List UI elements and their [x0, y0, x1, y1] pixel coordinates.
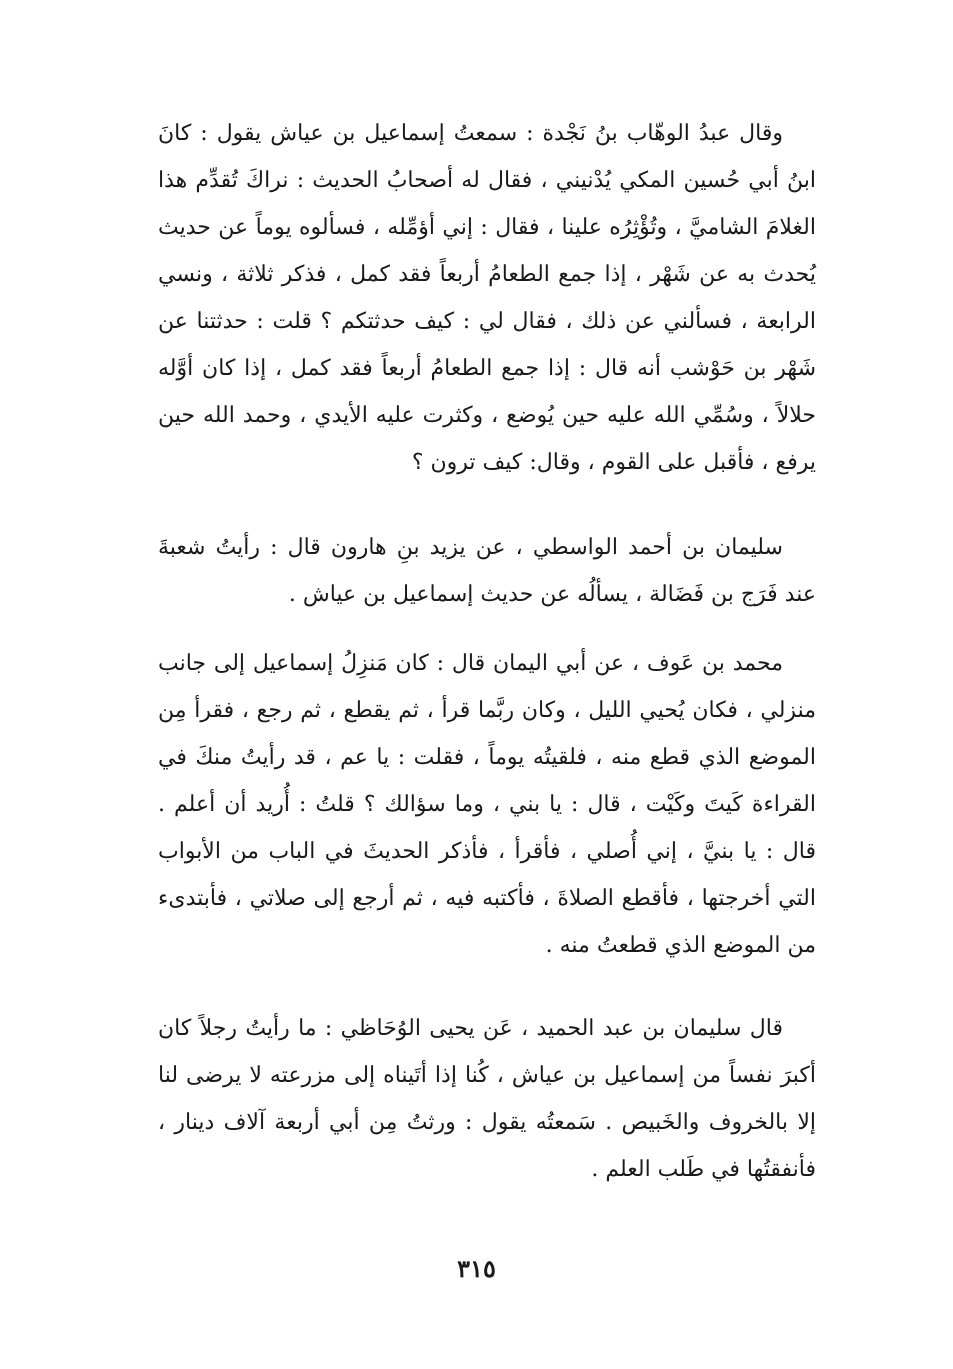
paragraph-sulayman-al-wasiti	[158, 524, 816, 618]
paragraph-muhammad-ibn-awf	[158, 640, 816, 969]
paragraph-sulayman-ibn-abd-al-hamid	[158, 1005, 816, 1193]
page-number: ٣١٥	[457, 1254, 496, 1283]
paragraph-abd-al-wahhab	[158, 110, 816, 486]
paragraph-text: وقال عبدُ الوهّاب بنُ نَجْدة : سمعتُ إسماعيل بن عياش يقول : كانَ ابنُ أبي حُسين المكي يُدْنيني ، فقال له أصحابُ الحديث : نراكَ تُقدِّم هذا الغلامَ الشاميَّ ، وتُؤْثِرُه علينا ، فقال : إني أؤمِّله ، فسألوه يوماً عن حديث يُحدث به عن شَهْر ، إذا جمع الطعامُ أربعاً فقد كمل ، فذكر ثلاثة ، ونسي الرابعة ، فسألني عن ذلك ، فقال لي : كيف حدثتكم ؟ قلت : حدثتنا عن شَهْر بن حَوْشب أنه قال : إذا جمع الطعامُ أربعاً فقد كمل ، إذا كان أوَّله حلالاً ، وسُمِّي الله عليه حين يُوضع ، وكثرت عليه الأيدي ، وحمد الله حين يرفع ، فأقبل على القوم ، وقال: كيف ترون ؟	[158, 121, 816, 475]
paragraph-text: قال سليمان بن عبد الحميد ، عَن يحيى الوُحَاظي : ما رأيتُ رجلاً كان أكبرَ نفساً من إسماعيل بن عياش ، كُنا إذا أتَيناه إلى مزرعته لا يرضى لنا إلا بالخروف والخَبيص . سَمعتُه يقول : ورثتُ مِن أبي أربعة آلاف دينار ، فأنفقتُها في طَلب العلم .	[158, 1016, 816, 1182]
paragraph-text: سليمان بن أحمد الواسطي ، عن يزيد بنِ هارون قال : رأيتُ شعبةَ عند فَرَج بن فَضَالة ، يسألُه عن حديث إسماعيل بن عياش .	[158, 535, 816, 607]
paragraph-text: محمد بن عَوف ، عن أبي اليمان قال : كان مَنزِلُ إسماعيل إلى جانب منزلي ، فكان يُحيي الليل ، وكان ربَّما قرأ ، ثم يقطع ، ثم رجع ، فقرأ مِن الموضع الذي قطع منه ، فلقيتُه يوماً ، فقلت : يا عم ، قد رأيتُ منكَ في القراءة كَيتَ وكَيْت ، قال : يا بني ، وما سؤالك ؟ قلتُ : أُريد أن أعلم . قال : يا بنيَّ ، إني أُصلي ، فأقرأ ، فأذكر الحديثَ في الباب من الأبواب التي أخرجتها ، فأقطع الصلاةَ ، فأكتبه فيه ، ثم أرجع إلى صلاتي ، فأبتدىء من الموضع الذي قطعتُ منه .	[158, 651, 816, 958]
